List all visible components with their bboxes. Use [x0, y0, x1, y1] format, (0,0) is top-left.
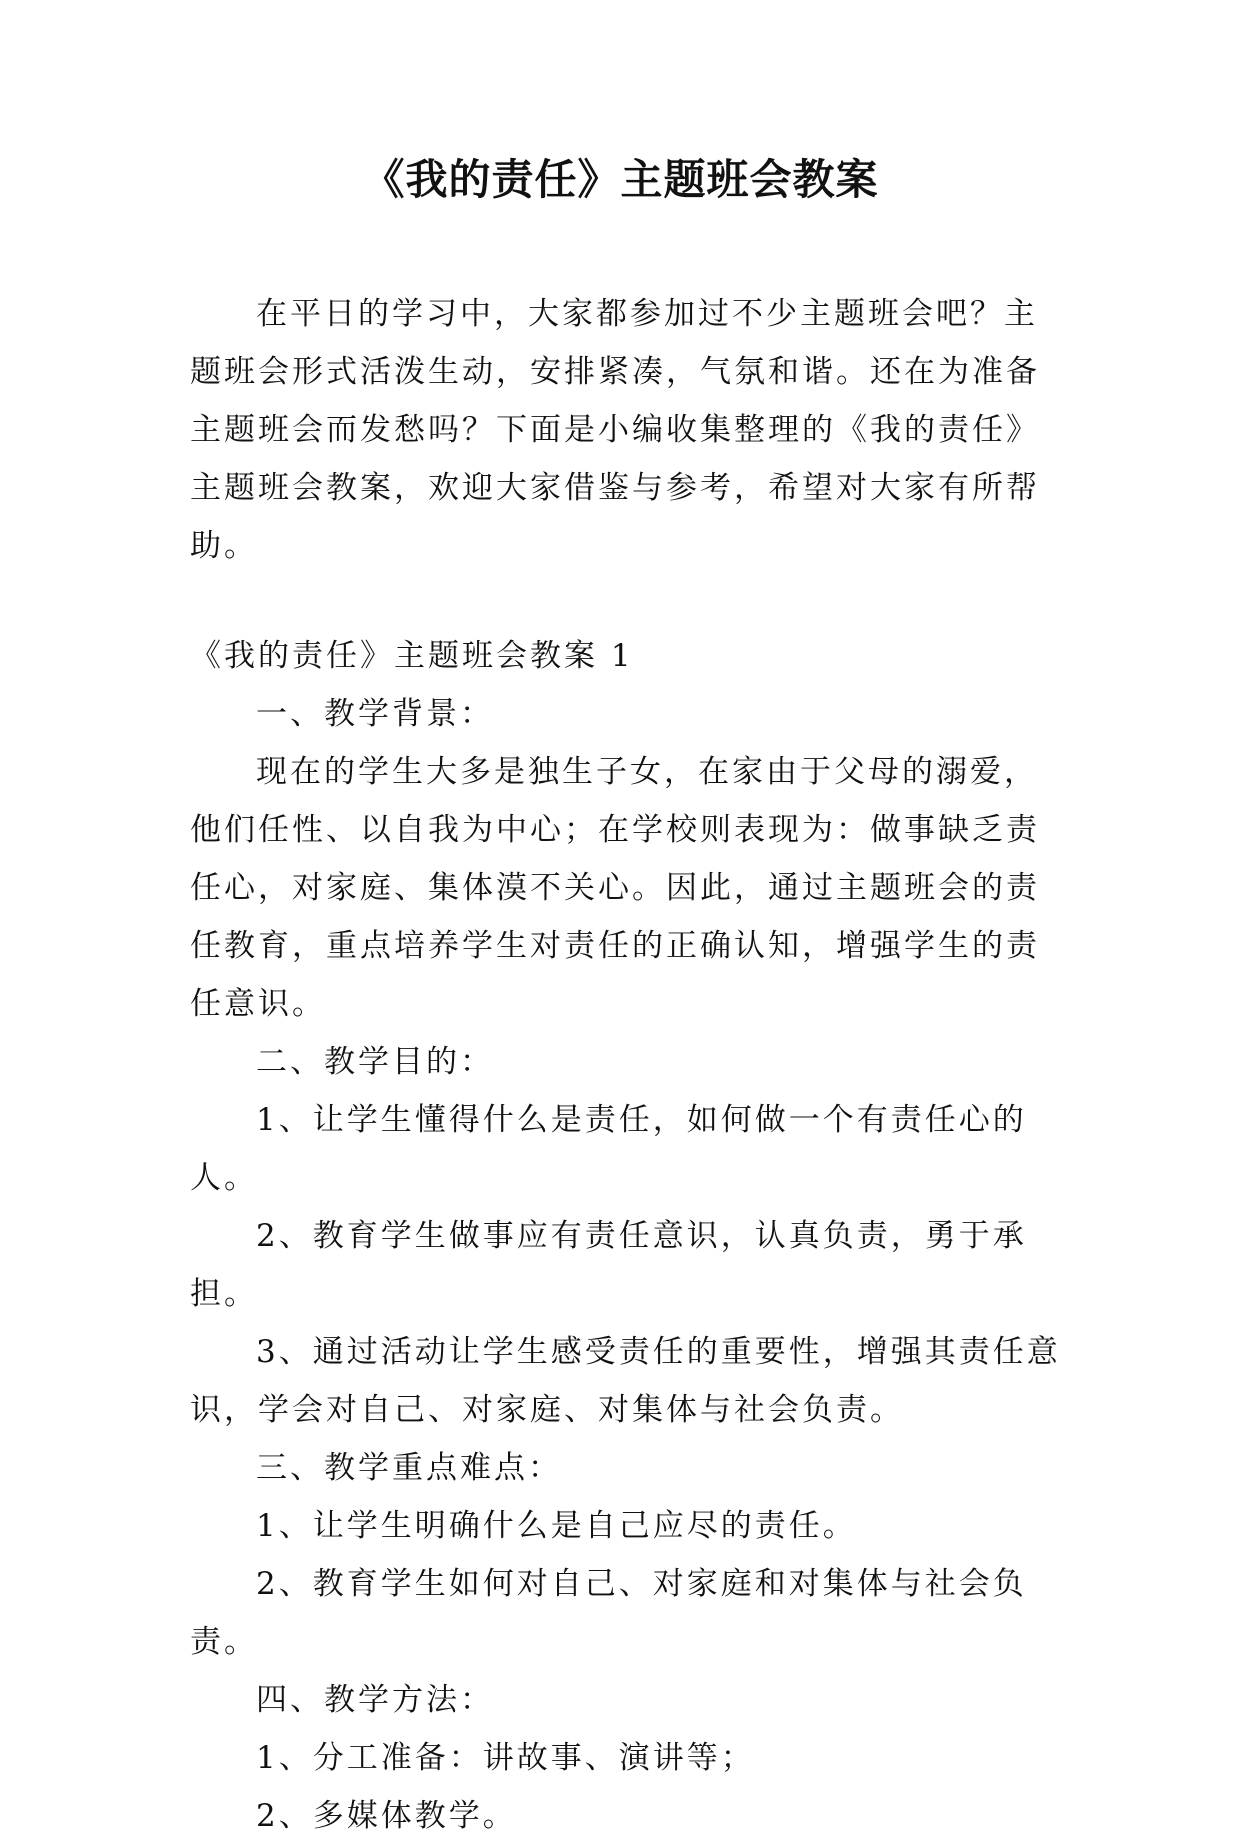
document-body [190, 285, 1070, 1845]
paragraph-background: 现在的学生大多是独生子女，在家由于父母的溺爱，他们任性、以自我为中心；在学校则表现为：做事缺乏责任心，对家庭、集体漠不关心。因此，通过主题班会的责任教育，重点培养学生对责任的正确认知，增强学生的责任意识。 [190, 754, 1040, 1022]
heading-methods: 四、教学方法： [256, 1682, 494, 1718]
section-heading: 《我的责任》主题班会教案 1 [190, 638, 634, 674]
intro-paragraph: 在平日的学习中，大家都参加过不少主题班会吧？主题班会形式活泼生动，安排紧凑，气氛和谐。还在为准备主题班会而发愁吗？下面是小编收集整理的《我的责任》主题班会教案，欢迎大家借鉴与参考，希望对大家有所帮助。 [190, 296, 1040, 564]
key-point-item-1: 1、让学生明确什么是自己应尽的责任。 [256, 1508, 857, 1544]
objective-item-3: 3、通过活动让学生感受责任的重要性，增强其责任意识，学会对自己、对家庭、对集体与社会负责。 [190, 1334, 1061, 1428]
heading-background: 一、教学背景： [256, 696, 494, 732]
heading-objectives: 二、教学目的： [256, 1044, 494, 1080]
objective-item-1: 1、让学生懂得什么是责任，如何做一个有责任心的人。 [190, 1102, 1027, 1196]
document-title: 《我的责任》主题班会教案 [362, 155, 879, 204]
method-item-1: 1、分工准备：讲故事、演讲等； [256, 1740, 755, 1776]
heading-key-points: 三、教学重点难点： [256, 1450, 562, 1486]
objective-item-2: 2、教育学生做事应有责任意识，认真负责，勇于承担。 [190, 1218, 1027, 1312]
method-item-2: 2、多媒体教学。 [256, 1798, 517, 1834]
key-point-item-2: 2、教育学生如何对自己、对家庭和对集体与社会负责。 [190, 1566, 1027, 1660]
